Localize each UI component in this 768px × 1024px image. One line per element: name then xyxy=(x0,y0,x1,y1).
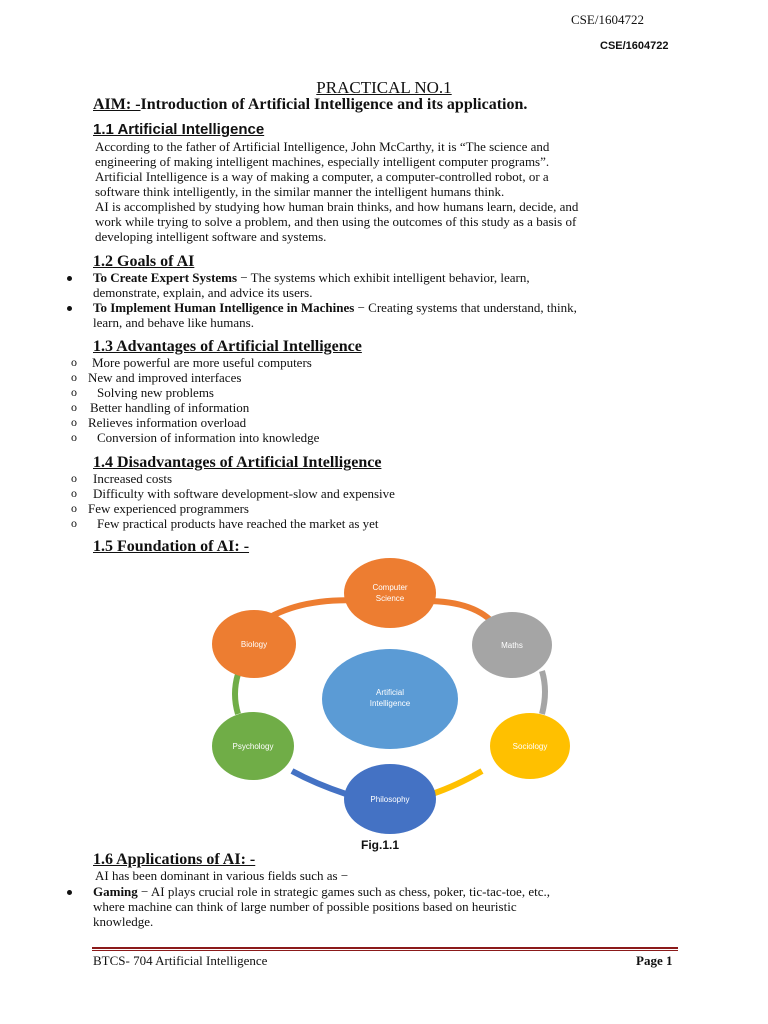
section-heading-goals: 1.2 Goals of AI xyxy=(93,253,195,270)
node-label: Science xyxy=(375,594,405,603)
list-item xyxy=(0,370,768,385)
gaming-text: − AI plays crucial role in strategic games such as chess, poker, tic-tac-toe, etc., xyxy=(137,884,550,899)
item-text: Conversion of information into knowledge xyxy=(97,430,320,445)
goal-text-cont: demonstrate, explain, and advice its users. xyxy=(93,285,313,300)
list-item xyxy=(0,486,768,501)
arc-philosophy-psychology xyxy=(292,771,346,794)
gaming-item xyxy=(93,884,673,929)
arc-psychology-biology xyxy=(235,674,238,714)
node-label: Sociology xyxy=(512,742,548,751)
item-text: More powerful are more useful computers xyxy=(92,355,312,370)
practical-title: PRACTICAL NO.1 xyxy=(316,78,452,97)
para-line: Artificial Intelligence is a way of making a computer, a computer-controlled robot, or a xyxy=(95,169,549,184)
circle-bullet-icon: o xyxy=(71,516,77,530)
para-line: developing intelligent software and systems. xyxy=(95,229,327,244)
node-computer-science xyxy=(344,558,436,628)
section-heading-advantages: 1.3 Advantages of Artificial Intelligence xyxy=(93,338,362,355)
list-item xyxy=(0,300,768,330)
node-label: Biology xyxy=(240,640,268,649)
goal-text: − Creating systems that understand, think, xyxy=(354,300,577,315)
item-text: Increased costs xyxy=(93,471,173,486)
goal-title: To Create Expert Systems xyxy=(93,270,238,285)
para-line: engineering of making intelligent machines, especially intelligent computer programs”. xyxy=(95,154,550,169)
list-item xyxy=(0,355,768,370)
section-heading-applications: 1.6 Applications of AI: - xyxy=(93,851,256,868)
center-label-line2: Intelligence xyxy=(369,699,411,708)
bullet-icon xyxy=(67,306,72,311)
item-text: Relieves information overload xyxy=(88,415,247,430)
node-label: Psychology xyxy=(232,742,274,751)
gaming-text-cont: knowledge. xyxy=(93,914,154,929)
page-number: Page 1 xyxy=(636,953,673,968)
arc-sociology-philosophy xyxy=(432,771,482,794)
applications-intro: AI has been dominant in various fields such as − xyxy=(95,868,349,883)
list-item xyxy=(0,415,768,430)
circle-bullet-icon: o xyxy=(71,486,77,500)
list-item xyxy=(0,385,768,400)
circle-bullet-icon: o xyxy=(71,385,77,399)
bullet-icon xyxy=(67,276,72,281)
circle-bullet-icon: o xyxy=(71,415,77,429)
aim-text: Introduction of Artificial Intelligence and its application. xyxy=(140,96,528,113)
para-line: work while trying to solve a problem, and then using the outcomes of this study as a basis of xyxy=(95,214,577,229)
node-label: Maths xyxy=(501,641,523,650)
goal-title: To Implement Human Intelligence in Machines xyxy=(93,300,355,315)
circle-bullet-icon: o xyxy=(71,471,77,485)
aim-label: AIM: - xyxy=(93,96,141,113)
list-item xyxy=(0,430,768,445)
para-line: AI is accomplished by studying how human brain thinks, and how humans learn, decide, and xyxy=(95,199,579,214)
circle-bullet-icon: o xyxy=(71,501,77,515)
list-item xyxy=(0,471,768,486)
circle-bullet-icon: o xyxy=(71,430,77,444)
footer-rule-thin xyxy=(92,950,678,951)
node-label: Philosophy xyxy=(370,795,410,804)
list-item xyxy=(0,516,768,531)
list-item xyxy=(0,501,768,516)
section-heading-ai: 1.1 Artificial Intelligence xyxy=(93,121,265,138)
item-text: Few experienced programmers xyxy=(88,501,249,516)
goals-list xyxy=(0,270,768,330)
circle-bullet-icon: o xyxy=(71,355,77,369)
aim-line xyxy=(93,96,527,114)
figure-caption: Fig.1.1 xyxy=(361,838,400,852)
section-heading-foundation: 1.5 Foundation of AI: - xyxy=(93,538,250,555)
gaming-text-cont: where machine can think of large number of possible positions based on heuristic xyxy=(93,899,517,914)
list-item xyxy=(0,270,768,300)
disadvantages-list xyxy=(0,471,768,531)
ai-paragraph xyxy=(95,139,675,244)
center-label-line1: Artificial xyxy=(375,688,405,697)
item-text: New and improved interfaces xyxy=(88,370,242,385)
gaming-title: Gaming xyxy=(93,884,138,899)
item-text: Difficulty with software development-slow and expensive xyxy=(93,486,395,501)
circle-bullet-icon: o xyxy=(71,400,77,414)
item-text: Solving new problems xyxy=(97,385,214,400)
list-item xyxy=(0,400,768,415)
node-label: Computer xyxy=(372,583,408,592)
arc-maths-sociology xyxy=(542,671,545,714)
goal-text: − The systems which exhibit intelligent behavior, learn, xyxy=(237,270,530,285)
para-line: software think intelligently, in the similar manner the intelligent humans think. xyxy=(95,184,505,199)
header-code: CSE/1604722 xyxy=(571,12,644,27)
bullet-icon xyxy=(67,890,72,895)
section-heading-disadvantages: 1.4 Disadvantages of Artificial Intelligence xyxy=(93,454,382,471)
advantages-list xyxy=(0,355,768,445)
foundation-diagram xyxy=(196,556,588,838)
goal-text-cont: learn, and behave like humans. xyxy=(93,315,254,330)
header-code-secondary: CSE/1604722 xyxy=(600,40,669,52)
item-text: Better handling of information xyxy=(90,400,250,415)
footer-rule xyxy=(92,947,678,949)
para-line: According to the father of Artificial Intelligence, John McCarthy, it is “The science and xyxy=(95,139,550,154)
circle-bullet-icon: o xyxy=(71,370,77,384)
item-text: Few practical products have reached the market as yet xyxy=(97,516,379,531)
footer-course: BTCS- 704 Artificial Intelligence xyxy=(93,953,268,968)
